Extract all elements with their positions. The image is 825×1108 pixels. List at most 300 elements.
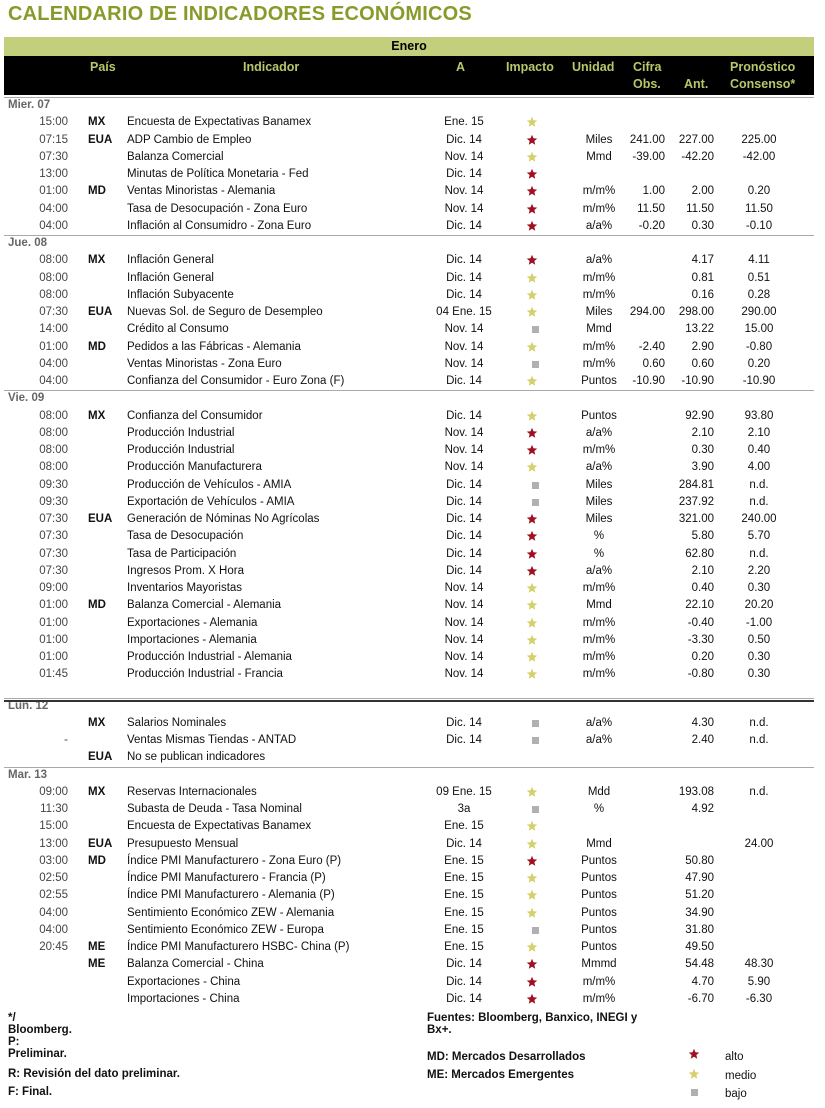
unit-cell: Puntos bbox=[581, 409, 617, 422]
period-cell: Ene. 15 bbox=[444, 872, 484, 884]
period-cell: Dic. 14 bbox=[446, 219, 482, 232]
consensus-cell: n.d. bbox=[749, 734, 769, 746]
header-impact: Impacto bbox=[506, 60, 554, 74]
legend-medium-label: medio bbox=[725, 1070, 757, 1082]
indicator-cell: Balanza Comercial bbox=[127, 150, 224, 163]
time-cell: 13:00 bbox=[39, 837, 68, 850]
country-cell: ME bbox=[88, 941, 106, 953]
indicator-cell: Producción Industrial bbox=[127, 444, 235, 456]
observed-cell: 241.00 bbox=[629, 133, 665, 146]
unit-cell: m/m% bbox=[582, 185, 616, 198]
unit-cell: m/m% bbox=[582, 616, 616, 629]
previous-cell: 0.30 bbox=[691, 444, 714, 456]
indicator-cell: Índice PMI Manufacturero - Francia (P) bbox=[127, 872, 326, 884]
time-cell: 04:00 bbox=[39, 906, 68, 919]
table-row bbox=[4, 166, 814, 183]
unit-cell: % bbox=[593, 530, 605, 543]
consensus-cell: -6.30 bbox=[745, 992, 773, 1005]
period-cell: Nov. 14 bbox=[444, 461, 484, 474]
period-cell: Dic. 14 bbox=[446, 133, 482, 146]
unit-cell: Mdd bbox=[587, 785, 611, 798]
consensus-cell: 290.00 bbox=[741, 306, 777, 318]
observed-cell: 0.60 bbox=[642, 357, 665, 370]
consensus-cell: -1.00 bbox=[745, 616, 773, 629]
unit-cell: Mmd bbox=[586, 323, 612, 336]
consensus-cell: -42.00 bbox=[742, 150, 776, 163]
previous-cell: 34.90 bbox=[685, 906, 714, 919]
day-label: Jue. 08 bbox=[8, 237, 47, 249]
unit-cell: Miles bbox=[585, 513, 613, 525]
country-cell: EUA bbox=[88, 837, 113, 850]
indicator-cell: Importaciones - China bbox=[127, 992, 240, 1005]
day-header bbox=[4, 235, 814, 252]
indicator-cell: Tasa de Desocupación bbox=[127, 530, 244, 543]
period-cell: Ene. 15 bbox=[444, 906, 484, 919]
time-cell: 08:00 bbox=[39, 271, 68, 284]
day-label: Vie. 09 bbox=[8, 392, 45, 405]
country-cell: MX bbox=[88, 716, 106, 729]
table-row bbox=[4, 887, 814, 904]
previous-cell: 31.80 bbox=[685, 923, 714, 936]
time-cell: 02:50 bbox=[39, 872, 68, 884]
unit-cell: m/m% bbox=[582, 340, 616, 353]
previous-cell: 0.16 bbox=[691, 288, 714, 301]
consensus-cell: 24.00 bbox=[744, 837, 774, 850]
table-row bbox=[4, 287, 814, 304]
time-cell: 04:00 bbox=[39, 219, 68, 232]
previous-cell: 3.90 bbox=[691, 461, 714, 474]
table-row bbox=[4, 666, 814, 683]
period-cell: Dic. 14 bbox=[446, 168, 482, 180]
sources-line-1: Fuentes: Bloomberg, Banxico, INEGI y bbox=[427, 1012, 638, 1024]
previous-cell: 237.92 bbox=[678, 495, 714, 508]
time-cell: - bbox=[64, 734, 68, 746]
unit-cell: m/m% bbox=[582, 992, 616, 1005]
time-cell: 08:00 bbox=[39, 461, 68, 474]
time-cell: 01:00 bbox=[39, 633, 68, 646]
unit-cell: Puntos bbox=[581, 923, 617, 936]
table-row bbox=[4, 425, 814, 442]
period-cell: Dic. 14 bbox=[446, 375, 482, 387]
previous-cell: 0.20 bbox=[691, 651, 714, 663]
indicator-cell: Inflación General bbox=[127, 254, 214, 267]
table-row bbox=[4, 580, 814, 597]
previous-cell: 0.81 bbox=[691, 271, 714, 284]
observed-cell: -2.40 bbox=[638, 340, 665, 353]
previous-cell: 49.50 bbox=[685, 941, 714, 953]
indicator-cell: Producción de Vehículos - AMIA bbox=[127, 478, 292, 491]
consensus-cell: 2.10 bbox=[747, 426, 771, 439]
table-row bbox=[4, 356, 814, 373]
period-cell: Dic. 14 bbox=[446, 409, 482, 422]
previous-cell: 62.80 bbox=[685, 547, 714, 560]
table-row bbox=[4, 905, 814, 922]
period-cell: Nov. 14 bbox=[444, 426, 484, 439]
table-row bbox=[4, 218, 814, 235]
indicator-cell: Índice PMI Manufacturero HSBC- China (P) bbox=[127, 941, 350, 953]
previous-cell: 2.00 bbox=[691, 185, 714, 198]
period-cell: Nov. 14 bbox=[444, 444, 484, 456]
indicator-cell: Presupuesto Mensual bbox=[127, 837, 239, 850]
impact-medium-star-icon bbox=[524, 666, 539, 686]
table-row bbox=[4, 870, 814, 887]
note-p: P: bbox=[8, 1036, 20, 1048]
indicator-cell: Tasa de Desocupación - Zona Euro bbox=[127, 202, 308, 215]
table-row bbox=[4, 974, 814, 991]
period-cell: Ene. 15 bbox=[444, 116, 484, 129]
table-row bbox=[4, 511, 814, 528]
previous-cell: 2.90 bbox=[691, 340, 714, 353]
period-cell: Nov. 14 bbox=[444, 668, 484, 681]
period-cell: 3a bbox=[457, 803, 471, 815]
period-cell: Nov. 14 bbox=[444, 651, 484, 663]
table-row bbox=[4, 528, 814, 545]
unit-cell: Mmmd bbox=[581, 958, 617, 971]
time-cell: 07:30 bbox=[39, 150, 68, 163]
table-row bbox=[4, 252, 814, 269]
unit-cell: Mmd bbox=[586, 837, 612, 850]
header-obs-1: Cifra bbox=[633, 60, 662, 74]
period-cell: Dic. 14 bbox=[446, 547, 482, 560]
period-cell: Dic. 14 bbox=[446, 992, 482, 1005]
day-label: Mar. 13 bbox=[8, 768, 47, 781]
indicator-cell: Confianza del Consumidor bbox=[127, 409, 263, 422]
country-cell: MX bbox=[88, 116, 106, 129]
note-final: F: Final. bbox=[8, 1086, 53, 1098]
note-star: */ bbox=[8, 1012, 16, 1024]
time-cell: 07:30 bbox=[39, 513, 68, 525]
indicator-cell: Importaciones - Alemania bbox=[127, 633, 257, 646]
indicator-cell: Inflación Subyacente bbox=[127, 288, 234, 301]
previous-cell: 4.92 bbox=[691, 803, 714, 815]
previous-cell: 13.22 bbox=[685, 323, 714, 336]
table-row bbox=[4, 149, 814, 166]
unit-cell: Miles bbox=[585, 306, 613, 318]
previous-cell: 54.48 bbox=[685, 958, 714, 971]
table-row bbox=[4, 114, 814, 131]
consensus-cell: 20.20 bbox=[744, 599, 774, 612]
table-row bbox=[4, 321, 814, 338]
previous-cell: -42.20 bbox=[681, 150, 714, 163]
time-cell: 08:00 bbox=[39, 254, 68, 267]
indicator-cell: Salarios Nominales bbox=[127, 716, 227, 729]
previous-cell: -10.90 bbox=[681, 375, 714, 387]
time-cell: 09:30 bbox=[39, 495, 68, 508]
unit-cell: a/a% bbox=[585, 564, 613, 577]
observed-cell: 11.50 bbox=[637, 202, 665, 215]
consensus-cell: 2.20 bbox=[747, 564, 771, 577]
table-row bbox=[4, 373, 814, 390]
day-header bbox=[4, 97, 814, 114]
indicator-cell: Minutas de Política Monetaria - Fed bbox=[127, 168, 309, 180]
period-cell: Dic. 14 bbox=[446, 495, 482, 508]
previous-cell: 284.81 bbox=[678, 478, 714, 491]
previous-cell: 47.90 bbox=[685, 872, 714, 884]
consensus-cell: 0.30 bbox=[747, 651, 771, 663]
table-row bbox=[4, 853, 814, 870]
country-cell: MX bbox=[88, 409, 106, 422]
unit-cell: Puntos bbox=[581, 872, 617, 884]
note-bloomberg: Bloomberg. bbox=[8, 1024, 72, 1036]
note-preliminar: Preliminar. bbox=[8, 1048, 67, 1060]
previous-cell: 2.10 bbox=[691, 564, 714, 577]
previous-cell: 92.90 bbox=[685, 409, 714, 422]
indicator-cell: Producción Manufacturera bbox=[127, 461, 262, 474]
indicator-cell: Exportaciones - Alemania bbox=[127, 616, 258, 629]
time-cell: 04:00 bbox=[39, 923, 68, 936]
time-cell: 08:00 bbox=[39, 288, 68, 301]
table-row bbox=[4, 339, 814, 356]
legend-high-star-icon bbox=[688, 1046, 700, 1063]
previous-cell: 193.08 bbox=[678, 785, 714, 798]
indicator-cell: Ventas Mismas Tiendas - ANTAD bbox=[127, 734, 297, 746]
indicator-cell: Producción Industrial bbox=[127, 426, 235, 439]
table-row bbox=[4, 836, 814, 853]
previous-cell: 4.70 bbox=[691, 975, 714, 988]
observed-cell: -0.20 bbox=[638, 219, 665, 232]
indicator-cell: Ventas Minoristas - Zona Euro bbox=[127, 357, 282, 370]
unit-cell: m/m% bbox=[582, 288, 616, 301]
time-cell: 15:00 bbox=[39, 820, 68, 833]
period-cell: Dic. 14 bbox=[446, 975, 482, 988]
indicator-cell: Balanza Comercial - Alemania bbox=[127, 599, 282, 612]
time-cell: 04:00 bbox=[39, 357, 68, 370]
indicator-cell: Subasta de Deuda - Tasa Nominal bbox=[127, 803, 302, 815]
period-cell: Nov. 14 bbox=[444, 582, 484, 594]
table-row bbox=[4, 132, 814, 149]
observed-cell: -10.90 bbox=[632, 375, 665, 387]
table-row bbox=[4, 408, 814, 425]
time-cell: 20:45 bbox=[39, 941, 68, 953]
consensus-cell: n.d. bbox=[749, 495, 769, 508]
day-label: Mier. 07 bbox=[8, 99, 51, 111]
indicator-cell: Reservas Internacionales bbox=[127, 785, 257, 798]
consensus-cell: n.d. bbox=[749, 785, 769, 798]
impact-high-star-icon bbox=[524, 991, 539, 1011]
time-cell: 13:00 bbox=[39, 168, 68, 180]
consensus-cell: 0.50 bbox=[747, 633, 771, 646]
country-cell: MD bbox=[88, 854, 106, 867]
unit-cell: m/m% bbox=[582, 975, 616, 988]
indicator-cell: Inflación al Consumidro - Zona Euro bbox=[127, 219, 312, 232]
unit-cell: Mmd bbox=[586, 599, 612, 612]
time-cell: 15:00 bbox=[39, 116, 68, 129]
table-row bbox=[4, 818, 814, 835]
consensus-cell: 5.90 bbox=[747, 975, 771, 988]
legend-medium-star-icon bbox=[688, 1066, 700, 1083]
observed-cell: -39.00 bbox=[632, 150, 665, 163]
unit-cell: Miles bbox=[585, 133, 613, 146]
unit-cell: m/m% bbox=[582, 668, 616, 681]
header-indicator: Indicador bbox=[243, 60, 300, 74]
indicator-cell: Exportaciones - China bbox=[127, 975, 241, 988]
table-header bbox=[4, 37, 814, 95]
time-cell: 08:00 bbox=[39, 444, 68, 456]
unit-cell: m/m% bbox=[582, 444, 616, 456]
header-unit: Unidad bbox=[572, 60, 615, 74]
table-row bbox=[4, 494, 814, 511]
period-cell: Ene. 15 bbox=[444, 820, 484, 833]
unit-cell: Puntos bbox=[581, 941, 617, 953]
time-cell: 01:45 bbox=[39, 668, 68, 681]
indicator-cell: Nuevas Sol. de Seguro de Desempleo bbox=[127, 306, 323, 318]
consensus-cell: n.d. bbox=[749, 547, 769, 560]
period-cell: Nov. 14 bbox=[444, 323, 484, 336]
period-cell: Nov. 14 bbox=[444, 599, 484, 612]
period-cell: Dic. 14 bbox=[446, 288, 482, 301]
unit-cell: a/a% bbox=[585, 734, 613, 746]
table-row bbox=[4, 991, 814, 1008]
consensus-cell: 4.00 bbox=[747, 461, 771, 474]
header-consensus-2: Consenso* bbox=[730, 77, 796, 91]
previous-cell: 5.80 bbox=[691, 530, 714, 543]
header-ant: Ant. bbox=[684, 77, 709, 91]
previous-cell: -3.30 bbox=[687, 633, 714, 646]
consensus-cell: 0.20 bbox=[747, 185, 771, 198]
time-cell: 04:00 bbox=[39, 375, 68, 387]
time-cell: 11:30 bbox=[40, 803, 68, 815]
observed-cell: 294.00 bbox=[629, 306, 665, 318]
table-row bbox=[4, 546, 814, 563]
table-row bbox=[4, 270, 814, 287]
unit-cell: % bbox=[593, 803, 605, 815]
country-cell: MD bbox=[88, 340, 106, 353]
period-cell: Nov. 14 bbox=[444, 185, 484, 198]
consensus-cell: 5.70 bbox=[747, 530, 771, 543]
header-period: A bbox=[456, 60, 466, 74]
table-row bbox=[4, 939, 814, 956]
period-cell: Nov. 14 bbox=[444, 357, 484, 370]
time-cell: 01:00 bbox=[39, 340, 68, 353]
consensus-cell: 0.28 bbox=[747, 288, 771, 301]
day-header bbox=[4, 390, 814, 407]
previous-cell: 2.10 bbox=[691, 426, 714, 439]
time-cell: 08:00 bbox=[39, 426, 68, 439]
unit-cell: m/m% bbox=[582, 633, 616, 646]
period-cell: Nov. 14 bbox=[444, 633, 484, 646]
country-cell: ME bbox=[88, 958, 106, 971]
period-cell: Nov. 14 bbox=[444, 202, 484, 215]
header-consensus-1: Pronóstico bbox=[730, 60, 796, 74]
unit-cell: Puntos bbox=[581, 854, 617, 867]
previous-cell: 0.40 bbox=[691, 582, 714, 594]
indicator-cell: Inventarios Mayoristas bbox=[127, 582, 243, 594]
consensus-cell: -0.10 bbox=[745, 219, 773, 232]
time-cell: 09:30 bbox=[39, 478, 68, 491]
unit-cell: Miles bbox=[585, 495, 613, 508]
consensus-cell: -0.80 bbox=[745, 340, 773, 353]
table-row bbox=[4, 563, 814, 580]
table-row bbox=[4, 801, 814, 818]
indicator-cell: Sentimiento Económico ZEW - Alemania bbox=[127, 906, 335, 919]
unit-cell: m/m% bbox=[582, 202, 616, 215]
period-cell: Dic. 14 bbox=[446, 716, 482, 729]
page-title: CALENDARIO DE INDICADORES ECONÓMICOS bbox=[8, 3, 472, 25]
period-cell: Dic. 14 bbox=[446, 530, 482, 543]
day-label: Lun. 12 bbox=[8, 699, 49, 712]
period-cell: Nov. 14 bbox=[444, 340, 484, 353]
unit-cell: m/m% bbox=[582, 651, 616, 663]
unit-cell: a/a% bbox=[585, 219, 613, 232]
indicator-cell: Inflación General bbox=[127, 271, 214, 284]
indicator-cell: ADP Cambio de Empleo bbox=[127, 133, 252, 146]
country-cell: MD bbox=[88, 599, 106, 612]
indicator-cell: Crédito al Consumo bbox=[127, 323, 229, 336]
indicator-cell: Balanza Comercial - China bbox=[127, 958, 264, 971]
consensus-cell: n.d. bbox=[749, 716, 769, 729]
previous-cell: 50.80 bbox=[685, 854, 714, 867]
md-note: MD: Mercados Desarrollados bbox=[427, 1051, 586, 1063]
consensus-cell: -10.90 bbox=[742, 375, 776, 387]
indicator-cell: Tasa de Participación bbox=[127, 547, 237, 560]
country-cell: MX bbox=[88, 254, 106, 267]
table-row bbox=[4, 442, 814, 459]
consensus-cell: 93.80 bbox=[744, 409, 774, 422]
time-cell: 01:00 bbox=[39, 599, 68, 612]
header-obs-2: Obs. bbox=[633, 77, 661, 91]
table-row bbox=[4, 201, 814, 218]
time-cell: 08:00 bbox=[39, 409, 68, 422]
observed-cell: 1.00 bbox=[642, 185, 665, 198]
period-cell: Dic. 14 bbox=[446, 837, 482, 850]
unit-cell: a/a% bbox=[585, 254, 613, 267]
unit-cell: m/m% bbox=[582, 582, 616, 594]
table-row bbox=[4, 597, 814, 614]
period-cell: Dic. 14 bbox=[446, 564, 482, 577]
period-cell: Ene. 15 bbox=[444, 889, 484, 902]
previous-cell: 0.60 bbox=[691, 357, 714, 370]
previous-cell: 0.30 bbox=[691, 219, 714, 232]
previous-cell: -6.70 bbox=[687, 992, 714, 1005]
period-cell: 09 Ene. 15 bbox=[436, 785, 492, 798]
unit-cell: a/a% bbox=[585, 461, 613, 474]
header-country: País bbox=[90, 60, 116, 74]
time-cell: 07:30 bbox=[39, 306, 68, 318]
indicator-cell: Índice PMI Manufacturero - Alemania (P) bbox=[127, 889, 335, 902]
table-row bbox=[4, 632, 814, 649]
period-cell: Ene. 15 bbox=[444, 854, 484, 867]
indicator-cell: Exportación de Vehículos - AMIA bbox=[127, 495, 295, 508]
period-cell: Nov. 14 bbox=[444, 616, 484, 629]
unit-cell: m/m% bbox=[582, 271, 616, 284]
month-label: Enero bbox=[4, 37, 814, 56]
previous-cell: -0.80 bbox=[687, 668, 714, 681]
note-revision: R: Revisión del dato preliminar. bbox=[8, 1068, 180, 1080]
unit-cell: a/a% bbox=[585, 716, 613, 729]
table-row bbox=[4, 922, 814, 939]
unit-cell: Puntos bbox=[581, 375, 617, 387]
table-row bbox=[4, 183, 814, 200]
time-cell: 14:00 bbox=[39, 323, 68, 336]
indicator-cell: Encuesta de Expectativas Banamex bbox=[127, 820, 312, 833]
indicator-cell: No se publican indicadores bbox=[127, 751, 266, 764]
unit-cell: Puntos bbox=[581, 889, 617, 902]
table-row bbox=[4, 459, 814, 476]
country-cell: EUA bbox=[88, 133, 113, 146]
table-row bbox=[4, 715, 814, 732]
consensus-cell: 0.40 bbox=[747, 444, 771, 456]
consensus-cell: 0.30 bbox=[747, 582, 771, 594]
indicator-cell: Confianza del Consumidor - Euro Zona (F) bbox=[127, 375, 345, 387]
consensus-cell: 0.51 bbox=[747, 271, 771, 284]
country-cell: MX bbox=[88, 785, 106, 798]
unit-cell: a/a% bbox=[585, 426, 613, 439]
unit-cell: % bbox=[593, 547, 605, 560]
previous-cell: -0.40 bbox=[687, 616, 714, 629]
consensus-cell: 48.30 bbox=[744, 958, 774, 971]
table-row bbox=[4, 304, 814, 321]
previous-cell: 4.17 bbox=[691, 254, 714, 267]
